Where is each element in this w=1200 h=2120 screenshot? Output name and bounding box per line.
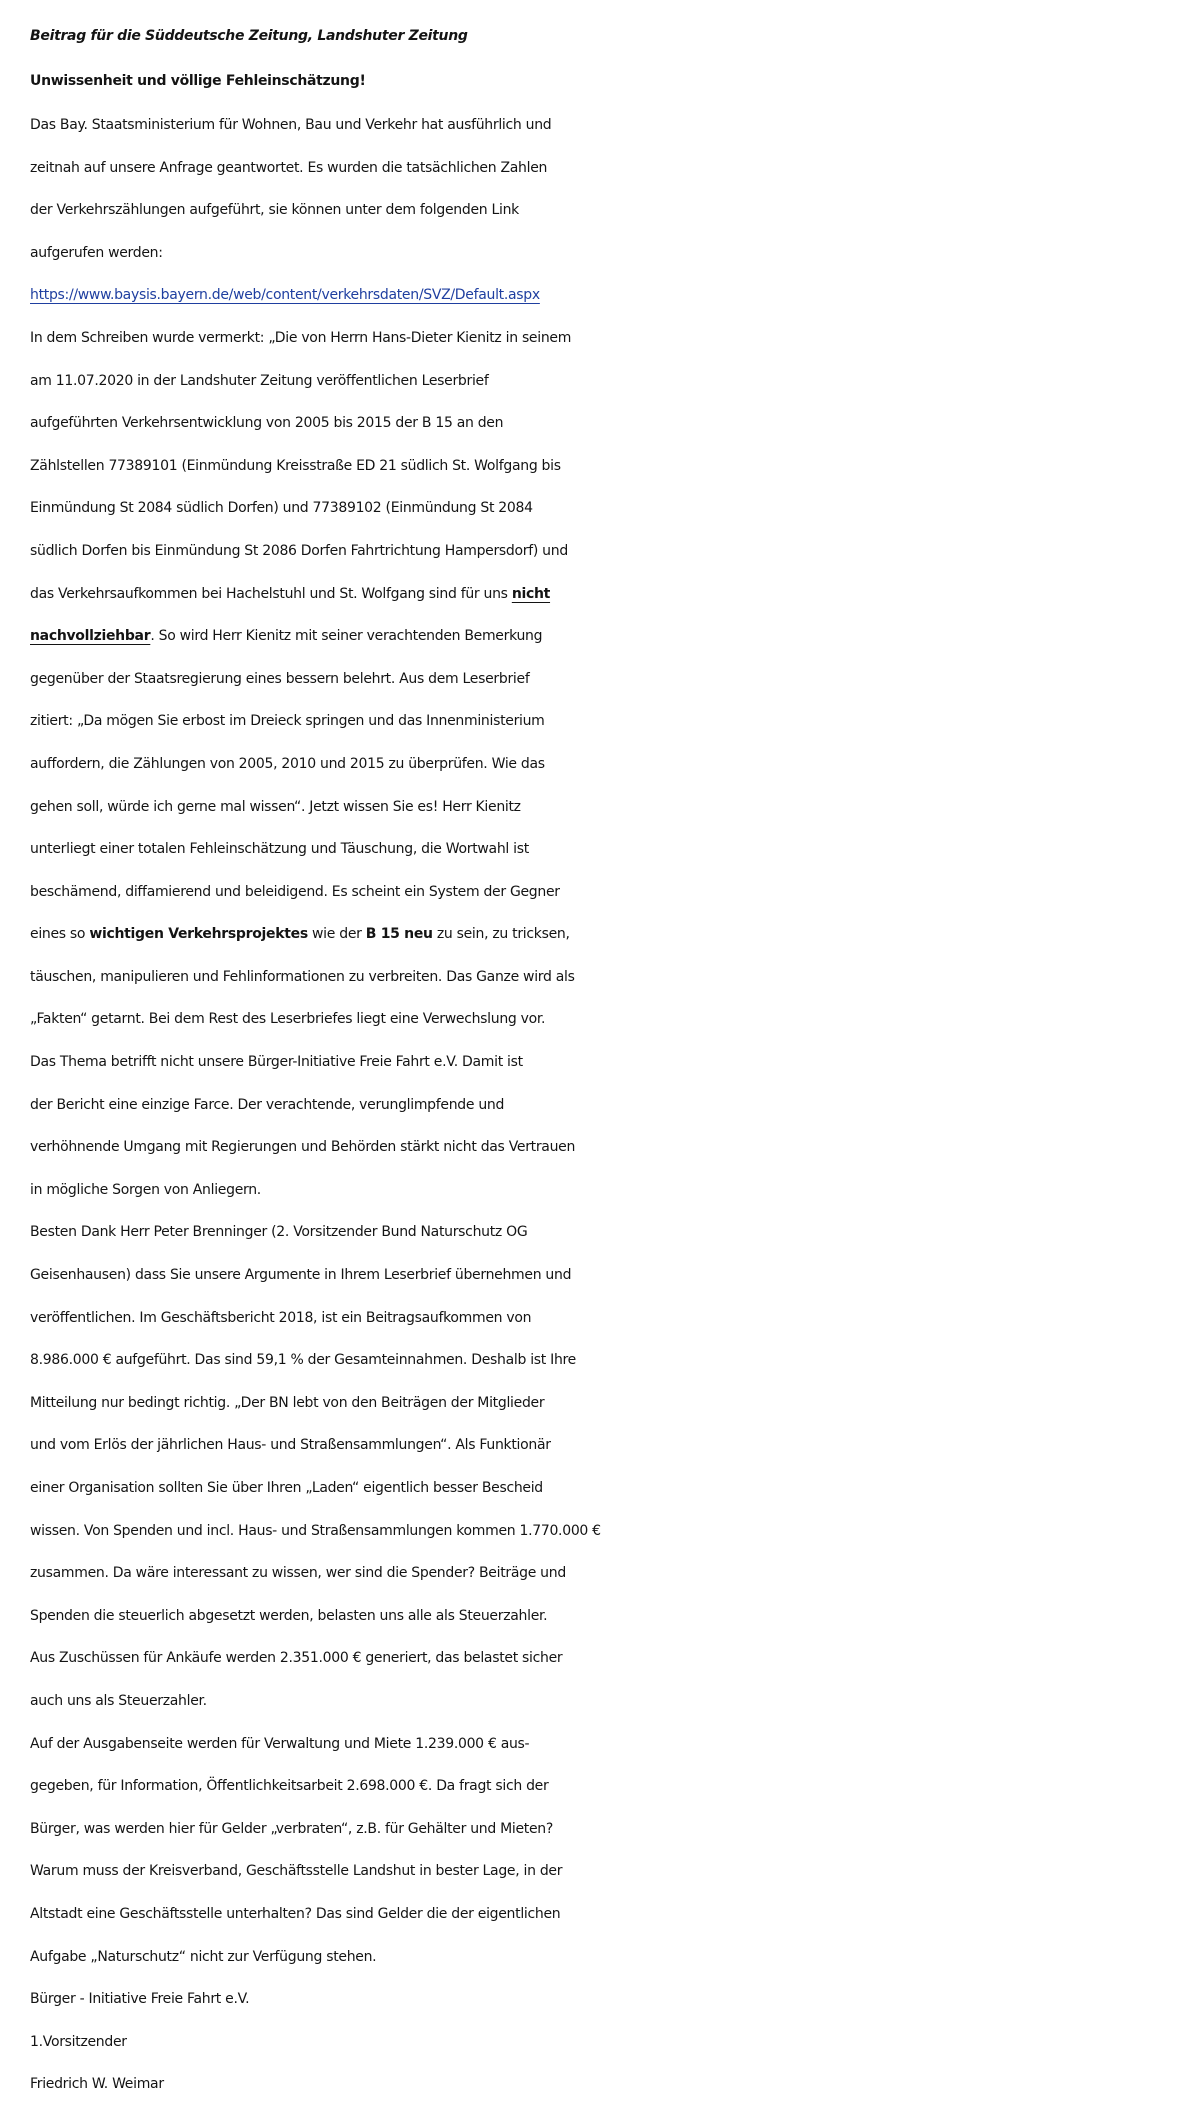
body-line: und vom Erlös der jährlichen Haus- und Straßensammlungen“. Als Funktionär xyxy=(30,1437,551,1454)
body-line: veröffentlichen. Im Geschäftsbericht 2018, ist ein Beitragsaufkommen von xyxy=(30,1309,532,1326)
body-text: wie der xyxy=(307,926,366,943)
body-line: der Verkehrszählungen aufgeführt, sie können unter dem folgenden Link xyxy=(30,202,519,219)
body-line: beschämend, diffamierend und beleidigend. Es scheint ein System der Gegner xyxy=(30,883,560,900)
body-line: täuschen, manipulieren und Fehlinformationen zu verbreiten. Das Ganze wird als xyxy=(30,968,575,985)
body-line: zeitnah auf unsere Anfrage geantwortet. Es wurden die tatsächlichen Zahlen xyxy=(30,159,548,176)
body-line: Auf der Ausgabenseite werden für Verwaltung und Miete 1.239.000 € aus- xyxy=(30,1735,530,1752)
body-line: unterliegt einer totalen Fehleinschätzung und Täuschung, die Wortwahl ist xyxy=(30,841,529,858)
body-line: aufgerufen werden: xyxy=(30,244,163,261)
body-line xyxy=(30,573,1190,616)
body-line: gegeben, für Information, Öffentlichkeitsarbeit 2.698.000 €. Da fragt sich der xyxy=(30,1778,549,1795)
page-title: Unwissenheit und völlige Fehleinschätzung! xyxy=(30,73,366,89)
body-line: Einmündung St 2084 südlich Dorfen) und 77389102 (Einmündung St 2084 xyxy=(30,500,533,517)
body-line: Bürger, was werden hier für Gelder „verbraten“, z.B. für Gehälter und Mieten? xyxy=(30,1820,553,1837)
signature-role: 1.Vorsitzender xyxy=(30,2033,127,2050)
body-text: das Verkehrsaufkommen bei Hachelstuhl und St. Wolfgang sind für uns xyxy=(30,585,512,602)
body-line: zusammen. Da wäre interessant zu wissen, wer sind die Spender? Beiträge und xyxy=(30,1565,566,1582)
body-line: Geisenhausen) dass Sie unsere Argumente in Ihrem Leserbrief übernehmen und xyxy=(30,1267,572,1284)
body-line xyxy=(30,913,1190,956)
emphasis-b15-neu: B 15 neu xyxy=(365,926,433,943)
body-line: Das Bay. Staatsministerium für Wohnen, Bau und Verkehr hat ausführlich und xyxy=(30,117,552,133)
body-line: einer Organisation sollten Sie über Ihren „Laden“ eigentlich besser Bescheid xyxy=(30,1480,543,1496)
body-line: wissen. Von Spenden und incl. Haus- und Straßensammlungen kommen 1.770.000 € xyxy=(30,1522,601,1539)
emphasis-verkehrsprojekt: wichtigen Verkehrsprojektes xyxy=(89,926,308,943)
signature-name: Friedrich W. Weimar xyxy=(30,2076,164,2093)
letter-document xyxy=(30,14,1190,2106)
signature-organization: Bürger - Initiative Freie Fahrt e.V. xyxy=(30,1991,250,2008)
body-line: 8.986.000 € aufgeführt. Das sind 59,1 % der Gesamteinnahmen. Deshalb ist Ihre xyxy=(30,1352,576,1369)
body-line: Das Thema betrifft nicht unsere Bürger-Initiative Freie Fahrt e.V. Damit ist xyxy=(30,1054,523,1071)
body-line: Aus Zuschüssen für Ankäufe werden 2.351.000 € generiert, das belastet sicher xyxy=(30,1650,563,1667)
body-line: auffordern, die Zählungen von 2005, 2010 und 2015 zu überprüfen. Wie das xyxy=(30,755,545,772)
body-text: zu sein, zu tricksen, xyxy=(432,926,570,943)
body-line: Warum muss der Kreisverband, Geschäftsstelle Landshut in bester Lage, in der xyxy=(30,1863,563,1880)
emphasis-nachvollziehbar: nachvollziehbar xyxy=(30,628,151,645)
body-line: in mögliche Sorgen von Anliegern. xyxy=(30,1181,261,1198)
body-line: Mitteilung nur bedingt richtig. „Der BN lebt von den Beiträgen der Mitglieder xyxy=(30,1394,545,1411)
link-line xyxy=(30,274,1190,317)
body-line: Besten Dank Herr Peter Brenninger (2. Vorsitzender Bund Naturschutz OG xyxy=(30,1224,528,1241)
body-line: verhöhnende Umgang mit Regierungen und Behörden stärkt nicht das Vertrauen xyxy=(30,1139,576,1156)
body-line: der Bericht eine einzige Farce. Der verachtende, verunglimpfende und xyxy=(30,1096,505,1113)
body-line: Zählstellen 77389101 (Einmündung Kreisstraße ED 21 südlich St. Wolfgang bis xyxy=(30,457,561,474)
body-line: auch uns als Steuerzahler. xyxy=(30,1692,207,1709)
body-line: Spenden die steuerlich abgesetzt werden, belasten uns alle als Steuerzahler. xyxy=(30,1607,548,1624)
body-line: In dem Schreiben wurde vermerkt: „Die von Herrn Hans-Dieter Kienitz in seinem xyxy=(30,329,572,346)
body-line: gehen soll, würde ich gerne mal wissen“. Jetzt wissen Sie es! Herr Kienitz xyxy=(30,798,521,815)
emphasis-nicht: nicht xyxy=(511,585,551,602)
body-line: Altstadt eine Geschäftsstelle unterhalten? Das sind Gelder die der eigentlichen xyxy=(30,1905,561,1922)
body-line: am 11.07.2020 in der Landshuter Zeitung veröffentlichen Leserbrief xyxy=(30,372,489,389)
body-line: gegenüber der Staatsregierung eines bessern belehrt. Aus dem Leserbrief xyxy=(30,670,530,687)
body-line xyxy=(30,615,1190,658)
body-text: . So wird Herr Kienitz mit seiner verachtenden Bemerkung xyxy=(150,628,543,645)
body-line: Aufgabe „Naturschutz“ nicht zur Verfügung stehen. xyxy=(30,1948,377,1965)
body-line: südlich Dorfen bis Einmündung St 2086 Dorfen Fahrtrichtung Hampersdorf) und xyxy=(30,542,568,559)
body-line: zitiert: „Da mögen Sie erbost im Dreieck springen und das Innenministerium xyxy=(30,713,545,730)
body-text: eines so xyxy=(30,926,90,943)
body-line: aufgeführten Verkehrsentwicklung von 2005 bis 2015 der B 15 an den xyxy=(30,415,504,432)
body-line: „Fakten“ getarnt. Bei dem Rest des Leserbriefes liegt eine Verwechslung vor. xyxy=(30,1011,546,1028)
baysis-link[interactable]: https://www.baysis.bayern.de/web/content/verkehrsdaten/SVZ/Default.aspx xyxy=(30,287,540,304)
publication-header: Beitrag für die Süddeutsche Zeitung, Landshuter Zeitung xyxy=(30,28,468,44)
